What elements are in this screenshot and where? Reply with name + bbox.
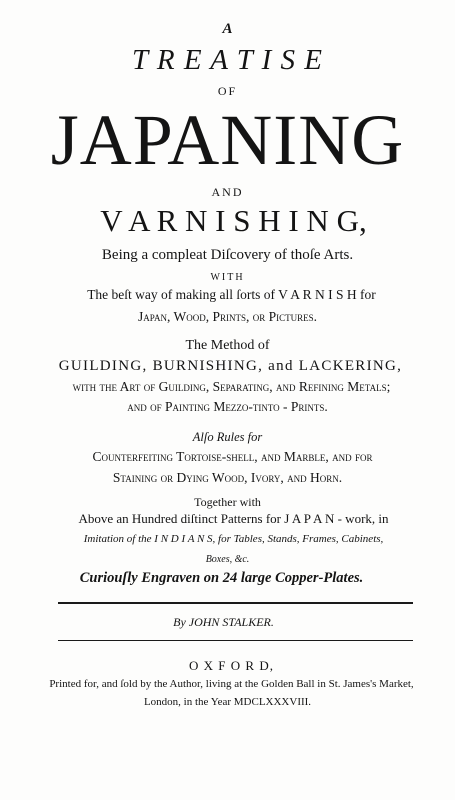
japaning-heading xyxy=(0,100,455,180)
imitation-line xyxy=(6,534,455,545)
counterfeiting-line-text: Counterfeiting Tortoise-shell, and Marble, and for xyxy=(92,449,373,464)
also-rules-line-text: Alſo Rules for xyxy=(192,430,263,444)
author-line-text: By JOHN STALKER. xyxy=(173,615,274,629)
method-of-line xyxy=(0,339,455,353)
and-word xyxy=(0,186,455,198)
imprint-place-text: O X F O R D, xyxy=(189,658,274,673)
discovery-line xyxy=(0,248,455,263)
guilding-line-text: GUILDING, BURNISHING, and LACKERING, xyxy=(58,358,403,374)
of-word xyxy=(0,85,455,97)
treatise-heading xyxy=(0,46,455,75)
best-way-line-text: The beſt way of making all ſorts of V A R N I S H for xyxy=(87,287,376,302)
with-word xyxy=(0,273,455,283)
method-of-line-text: The Method of xyxy=(185,338,270,353)
with-word-text: WITH xyxy=(210,272,245,283)
patterns-line-text: Above an Hundred diſtinct Patterns for J A P A N - work, in xyxy=(78,511,389,526)
author-line xyxy=(0,616,451,628)
best-way-line xyxy=(4,288,455,302)
art-of-guilding-line xyxy=(4,380,455,394)
imprint-printer-line-text: Printed for, and ſold by the Author, living at the Golden Ball in St. James's Market, xyxy=(49,678,414,690)
also-rules-line xyxy=(0,431,455,444)
divider-upper xyxy=(58,602,413,604)
together-with-line-text: Together with xyxy=(194,495,261,509)
staining-line-text: Staining or Dying Wood, Ivory, and Horn. xyxy=(112,470,343,485)
boxes-line-text: Boxes, &c. xyxy=(205,554,250,565)
and-word-text: AND xyxy=(211,185,244,199)
divider-lower xyxy=(58,640,413,641)
counterfeiting-line xyxy=(5,450,455,464)
copper-plates-line-text: Curiouſly Engraven on 24 large Copper-Plates. xyxy=(79,570,364,586)
varnishing-heading-text: V A R N I S H I N G, xyxy=(100,203,367,238)
staining-line xyxy=(0,471,455,485)
imprint-printer-line xyxy=(4,679,455,690)
imprint-place xyxy=(4,659,455,672)
article-a xyxy=(0,22,455,37)
japan-wood-line xyxy=(0,310,455,324)
guilding-line xyxy=(3,359,455,374)
painting-line-text: and of Painting Mezzo-tinto - Prints. xyxy=(127,399,328,414)
discovery-line-text: Being a compleat Diſcovery of thoſe Arts. xyxy=(101,247,354,263)
together-with-line xyxy=(0,496,455,508)
imprint-date-line xyxy=(0,697,455,708)
treatise-heading-text: T R E A T I S E xyxy=(132,44,323,76)
imprint-date-line-text: London, in the Year MDCLXXXVIII. xyxy=(143,696,312,708)
patterns-line xyxy=(6,512,455,525)
copper-plates-line xyxy=(0,571,449,586)
article-a-text: A xyxy=(222,21,233,37)
painting-line xyxy=(0,400,455,414)
varnishing-heading xyxy=(6,205,455,236)
imitation-line-text: Imitation of the I N D I A N S, for Tables, Stands, Frames, Cabinets, xyxy=(83,533,384,545)
art-of-guilding-line-text: with the Art of Guilding, Separating, and Refining Metals; xyxy=(72,379,391,394)
of-word-text: OF xyxy=(217,84,238,98)
japan-wood-line-text: Japan, Wood, Prints, or Pictures. xyxy=(138,309,317,324)
boxes-line xyxy=(0,555,455,565)
japaning-heading-text: JAPANING xyxy=(50,100,405,180)
